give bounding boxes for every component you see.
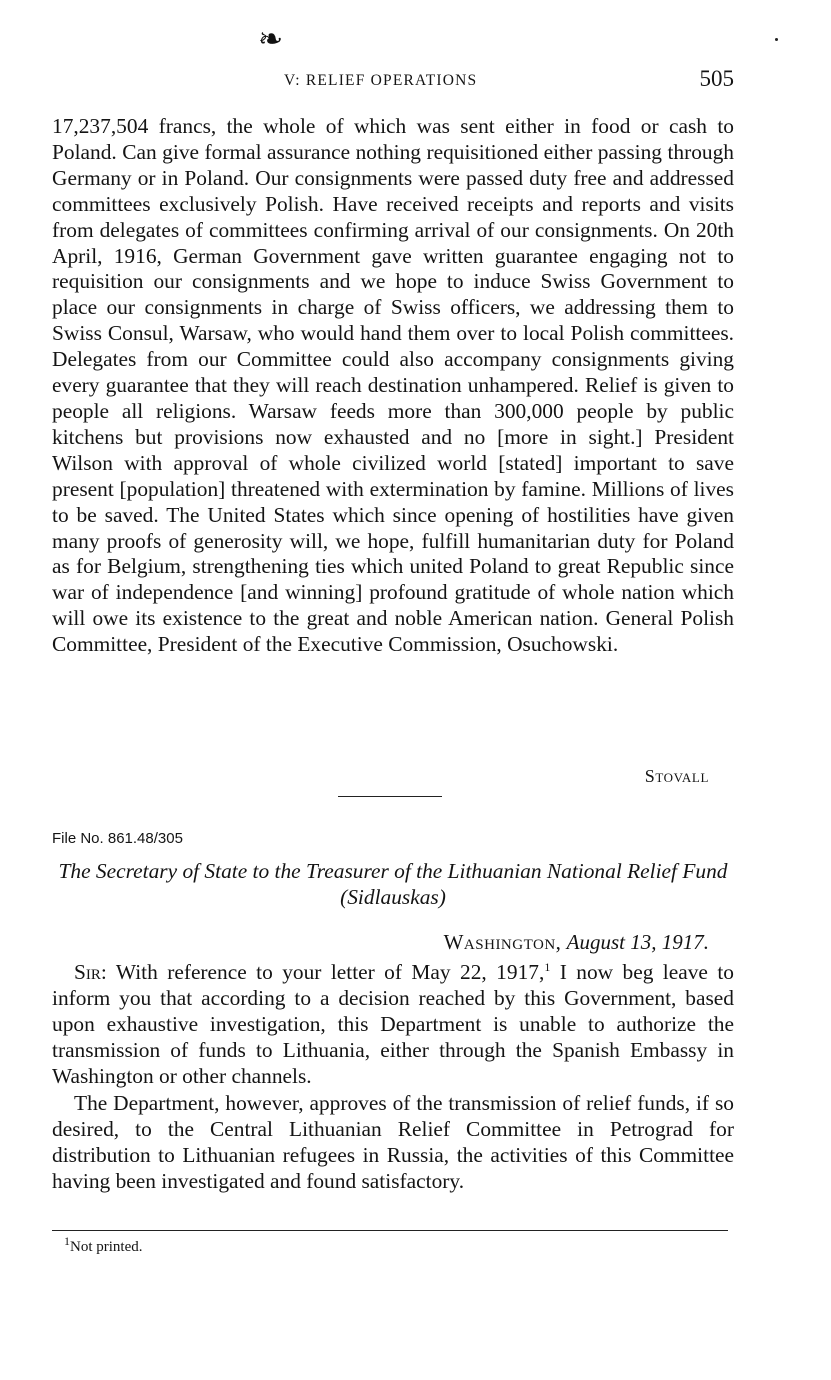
dateline-place: Washington, xyxy=(443,930,562,954)
footnote-reference: 1 xyxy=(544,959,551,974)
dateline-date: August 13, 1917. xyxy=(566,930,709,954)
paragraph-1-text-a: With reference to your letter of May 22, 1917, xyxy=(115,960,545,984)
running-title: V: RELIEF OPERATIONS xyxy=(284,72,478,89)
salutation: Sir: xyxy=(74,960,107,984)
footnote-divider xyxy=(52,1230,728,1231)
page-number: 505 xyxy=(699,66,734,91)
signature: Stovall xyxy=(644,766,709,786)
paragraph-1-text-b: I now beg leave to inform you that according to a decision reached by this Government, based upon exhaustive investigation, this Department is unable to authorize the transmission of funds to Lithuania, either through the Spanish Embassy in Washington or other channels. xyxy=(52,960,734,1088)
dateline xyxy=(444,930,709,955)
letter-paragraph-2: The Department, however, approves of the transmission of relief funds, if so desired, to the Central Lithuanian Relief Committee in Petrograd for distribution to Lithuanian refugees in Russia, the activities of this Committee having been investigated and found satisfactory. xyxy=(52,1091,734,1193)
file-number: File No. 861.48/305 xyxy=(52,830,183,847)
ink-mark: ❧ xyxy=(258,23,284,56)
telegram-body: 17,237,504 francs, the whole of which was sent either in food or cash to Poland. Can give formal assurance nothing requisitioned either passing through Germany or in Poland. Our consignments were passed duty free and addressed committees exclusively Polish. Have received receipts and reports and visits from delegates of committees confirming arrival of our consignments. On 20th April, 1916, German Government gave written guarantee engaging not to requisition our consignments and we hope to induce Swiss Government to place our consignments in charge of Swiss officers, we addressing them to Swiss Consul, Warsaw, who would hand them over to local Polish committees. Delegates from our Committee could also accompany consignments giving every guarantee that they will reach destination unhampered. Relief is given to people all religions. Warsaw feeds more than 300,000 people by public kitchens but provisions now exhausted and no [more in sight.] President Wilson with approval of whole civilized world [stated] important to save present [population] threatened with extermination by famine. Millions of lives to be saved. The United States which since opening of hostilities have given many proofs of generosity will, we hope, fulfill humanitarian duty for Poland as for Belgium, strengthening ties which united Poland to great Republic since war of independence [and winning] profound gratitude of whole nation which will owe its existence to the great and noble American nation. General Polish Committee, President of the Executive Commission, Osuchowski. xyxy=(52,114,734,657)
page-header xyxy=(52,66,734,96)
section-divider xyxy=(338,796,442,797)
letter-paragraph-1 xyxy=(52,960,734,1090)
footnote-text: Not printed. xyxy=(70,1239,143,1255)
document-heading: The Secretary of State to the Treasurer of the Lithuanian National Relief Fund (Sidlauskas) xyxy=(58,859,728,909)
footnote-marker: 1 xyxy=(64,1234,70,1248)
footnote xyxy=(64,1234,143,1256)
ink-speck xyxy=(775,38,778,41)
